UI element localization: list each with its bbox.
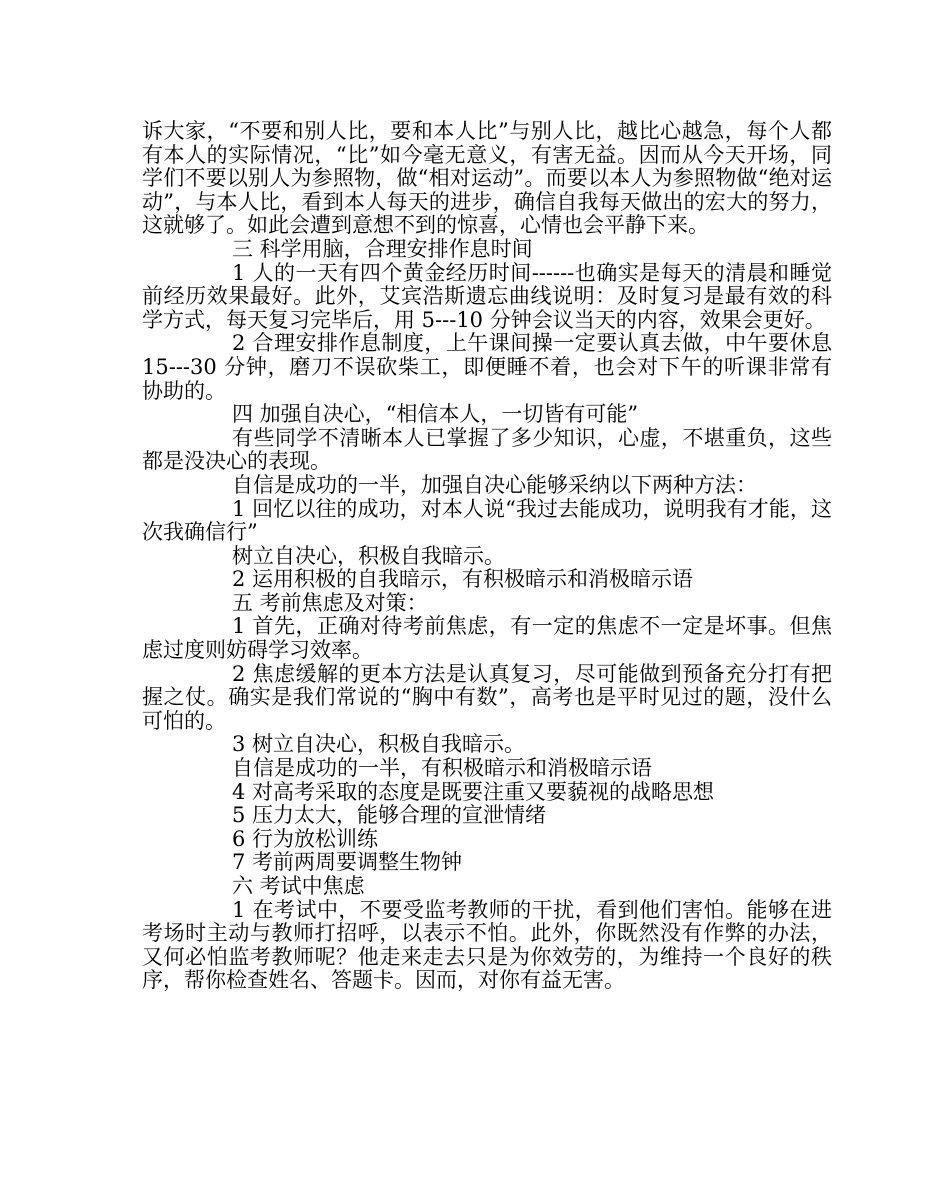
- paragraph-3-2: 2 合理安排作息制度，上午课间操一定要认真去做，中午要休息 15---30 分钟，磨刀不误砍柴工，即便睡不着，也会对下午的听课非常有协助的。: [142, 331, 832, 403]
- section-heading-5: 五 考前焦虑及对策：: [232, 590, 428, 615]
- paragraph-4-2: 自信是成功的一半，加强自决心能够采纳以下两种方法：: [232, 472, 757, 497]
- paragraph-5-4: 自信是成功的一半，有积极暗示和消极暗示语: [232, 756, 652, 781]
- paragraph-4-4: 树立自决心，积极自我暗示。: [232, 543, 505, 568]
- section-heading-6: 六 考试中焦虑: [232, 874, 365, 898]
- paragraph-5-3: 3 树立自决心，积极自我暗示。: [232, 732, 526, 757]
- paragraph-5-5: 4 对高考采取的态度是既要注重又要藐视的战略思想: [232, 779, 715, 804]
- paragraph-5-6: 5 压力太大，能够合理的宣泄情绪: [232, 803, 547, 828]
- paragraph-6-1: 1 在考试中，不要受监考教师的干扰，看到他们害怕。能够在进考场时主动与教师打招呼，以表示不怕。此外，你既然没有作弊的办法，又何必怕监考教师呢？他走来走去只是为你效劳的，为维持一个良好的秩序，帮你检查姓名、答题卡。因而，对你有益无害。: [142, 897, 832, 993]
- section-heading-3: 三 科学用脑，合理安排作息时间: [232, 236, 533, 261]
- paragraph-4-1: 有些同学不清晰本人已掌握了多少知识，心虚，不堪重负，这些都是没决心的表现。: [142, 425, 832, 474]
- paragraph-5-8: 7 考前两周要调整生物钟: [232, 850, 463, 875]
- paragraph-1: 诉大家，“不要和别人比，要和本人比”与别人比，越比心越急，每个人都有本人的实际情况，“比”如今毫无意义，有害无益。因而从今天开场，同学们不要以别人为参照物，做“相对运动”。而要以本人为参照物做“绝对运动”，与本人比，看到本人每天的进步，确信自我每天做出的宏大的努力，这就够了。如此会遭到意想不到的惊喜，心情也会平静下来。: [142, 119, 832, 238]
- paragraph-3-1: 1 人的一天有四个黄金经历时间------也确实是每天的清晨和睡觉前经历效果最好。此外，艾宾浩斯遗忘曲线说明：及时复习是最有效的科学方式，每天复习完毕后，用 5---10 分钟会议当天的内容，效果会更好。: [142, 260, 832, 332]
- document-page: [142, 120, 832, 993]
- paragraph-4-5: 2 运用积极的自我暗示，有积极暗示和消极暗示语: [232, 567, 694, 592]
- paragraph-4-3: 1 回忆以往的成功，对本人说“我过去能成功，说明我有才能，这次我确信行”: [142, 496, 832, 545]
- section-heading-4: 四 加强自决心，“相信本人，一切皆有可能”: [232, 402, 639, 427]
- paragraph-5-1: 1 首先，正确对待考前焦虑，有一定的焦虑不一定是坏事。但焦虑过度则妨碍学习效率。: [142, 614, 832, 663]
- paragraph-5-7: 6 行为放松训练: [232, 826, 379, 851]
- paragraph-5-2: 2 焦虑缓解的更本方法是认真复习，尽可能做到预备充分打有把握之仗。确实是我们常说的“胸中有数”，高考也是平时见过的题，没什么可怕的。: [142, 661, 832, 733]
